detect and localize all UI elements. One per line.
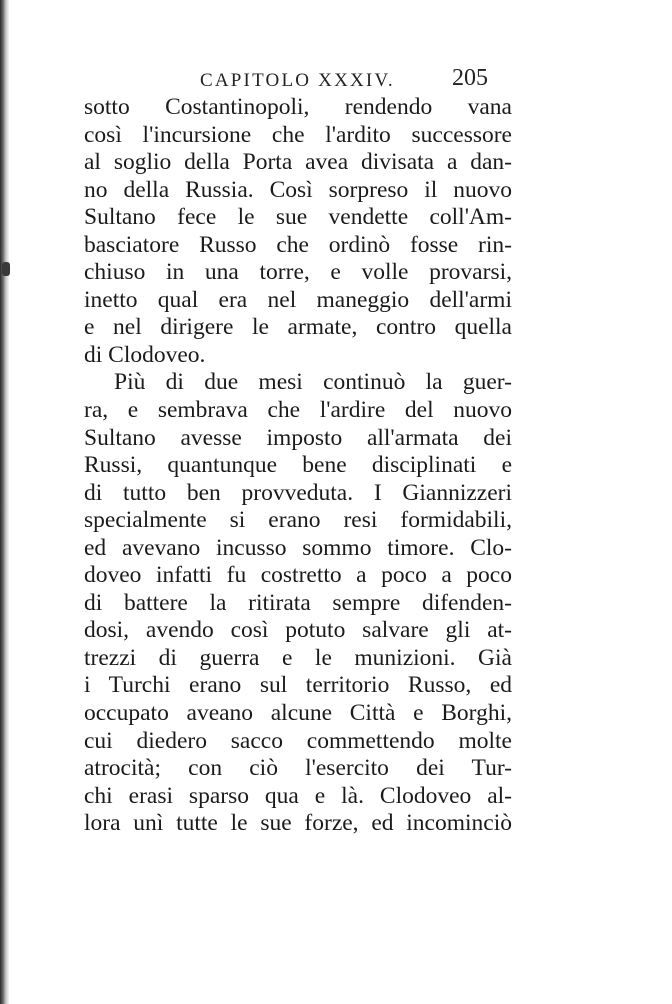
text-line: no della Russia. Così sorpreso il nuovo [84,176,512,203]
text-line: basciatore Russo che ordinò fosse rin- [84,231,512,258]
text-line: inetto qual era nel maneggio dell'armi [84,286,512,313]
text-line: atrocità; con ciò l'esercito dei Tur- [84,755,512,782]
text-line: ed avevano incusso sommo timore. Clo- [84,534,512,561]
text-line: così l'incursione che l'ardito successore [84,121,512,148]
text-line: Sultano fece le sue vendette coll'Am- [84,204,512,231]
text-line: chi erasi sparso qua e là. Clodoveo al- [84,782,512,809]
text-line: sotto Costantinopoli, rendendo vana [84,94,512,120]
text-line: di tutto ben provveduta. I Giannizzeri [84,479,512,506]
text-line: ra, e sembrava che l'ardire del nuovo [84,397,512,424]
text-line: dosi, avendo così potuto salvare gli at- [84,617,512,644]
text-line: al soglio della Porta avea divisata a dan- [84,149,512,176]
text-line: di battere la ritirata sempre difenden- [84,589,512,616]
text-line: cui diedero sacco commettendo molte [84,727,512,754]
body-text [84,94,512,838]
running-head: CAPITOLO XXXIV. [200,70,395,91]
text-line: di Clodoveo. [84,341,206,368]
margin-mark [2,262,10,276]
text-line: specialmente si erano resi formidabili, [84,507,512,534]
paragraph-1 [84,94,512,369]
text-line: Sultano avesse imposto all'armata dei [84,424,512,451]
text-line: chiuso in una torre, e volle provarsi, [84,259,512,286]
text-line: occupato aveano alcune Città e Borghi, [84,700,512,727]
text-line: doveo infatti fu costretto a poco a poco [84,562,512,589]
page-number: 205 [452,65,488,91]
page-binding-edge [0,0,9,1004]
text-line: trezzi di guerra e le munizioni. Già [84,644,512,671]
text-line: e nel dirigere le armate, contro quella [84,314,512,341]
text-line: Russi, quantunque bene disciplinati e [84,452,512,479]
text-line: lora unì tutte le sue forze, ed incominciò [84,810,512,837]
text-line: i Turchi erano sul territorio Russo, ed [84,672,512,699]
text-line: Più di due mesi continuò la guer- [114,369,512,396]
paragraph-2 [84,369,512,837]
